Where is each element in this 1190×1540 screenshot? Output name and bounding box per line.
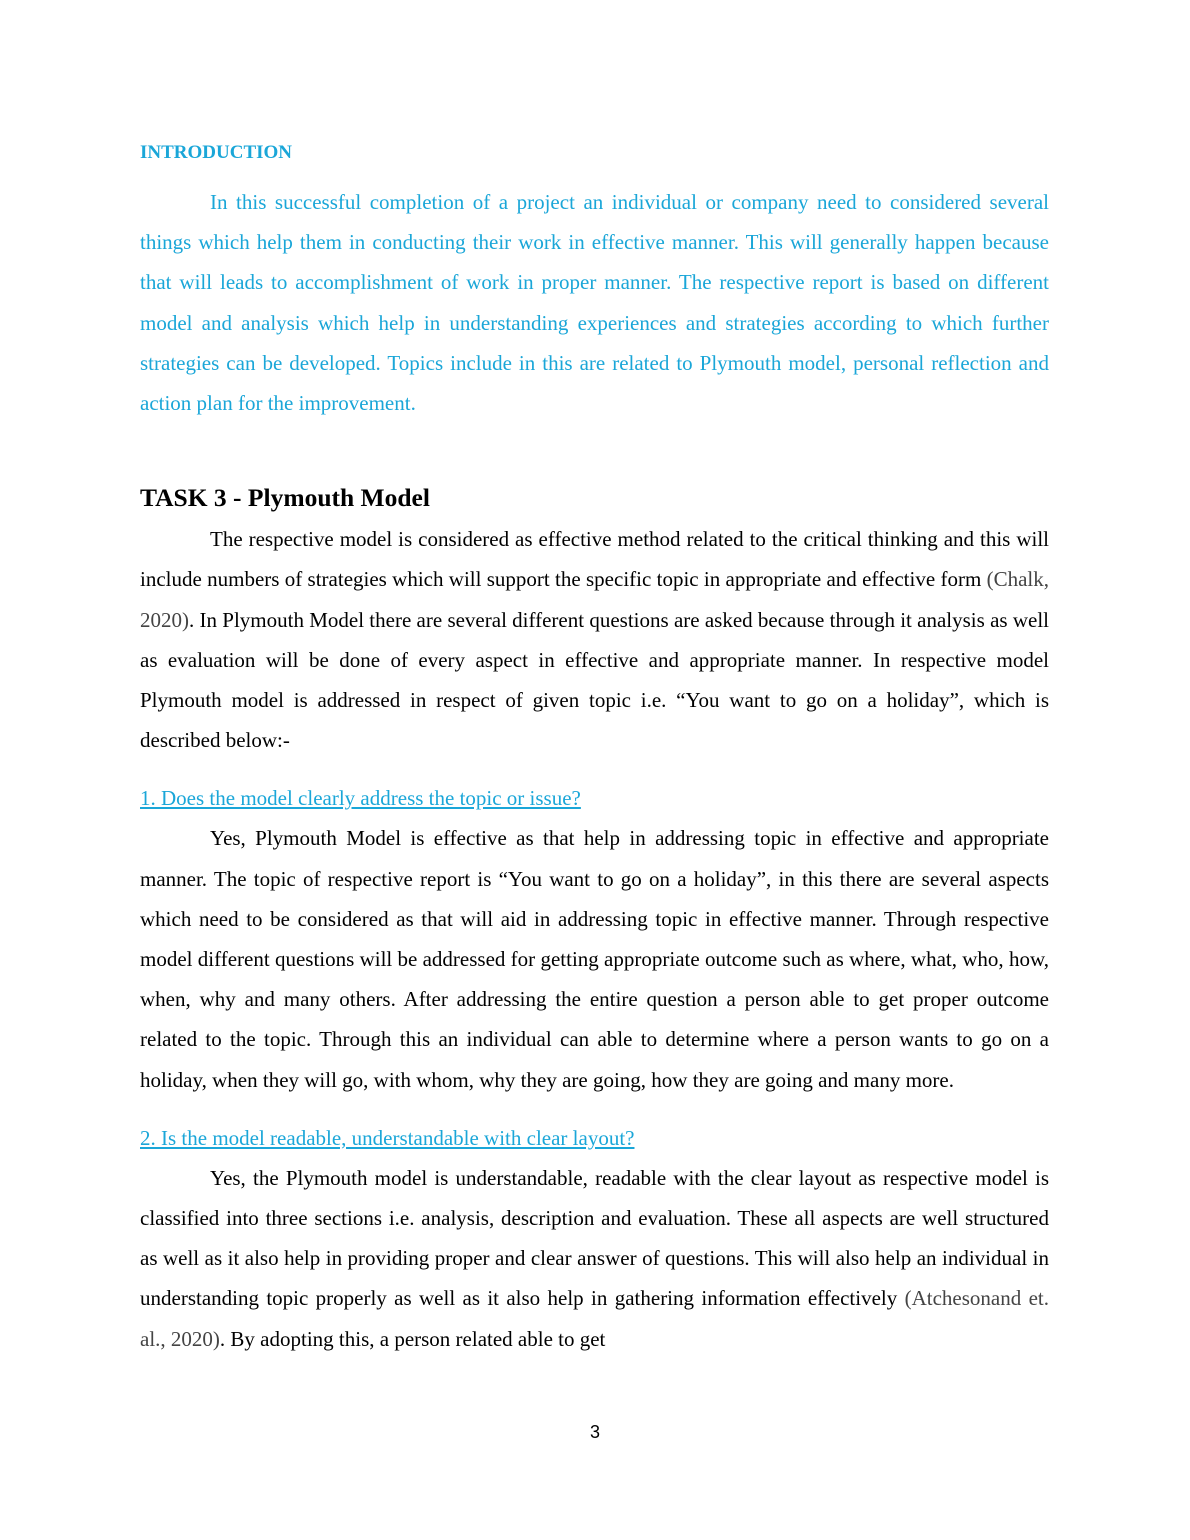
citation-atchesonand: (Atchesonand et. al., 2020) bbox=[140, 1286, 1049, 1351]
introduction-heading: INTRODUCTION bbox=[140, 142, 293, 163]
task3-text-part1: The respective model is considered as effective method related to the critical thinking and this will include numbers of strategies which will support the specific topic in appropriate and effective form bbox=[140, 527, 1049, 592]
page-number: 3 bbox=[589, 1422, 600, 1442]
introduction-paragraph: In this successful completion of a project an individual or company need to considered several things which help them in conducting their work in effective manner. This will generally happen because that will leads to accomplishment of work in proper manner. The respective report is based on different model and analysis which help in understanding experiences and strategies according to which further strategies can be developed. Topics include in this are related to Plymouth model, personal reflection and action plan for the improvement. bbox=[140, 190, 1049, 416]
citation-chalk: (Chalk, 2020) bbox=[140, 567, 1049, 632]
document-page bbox=[140, 138, 1049, 1359]
question2-text-part1: Yes, the Plymouth model is understandable, readable with the clear layout as respective model is classified into three sections i.e. analysis, description and evaluation. These all aspects are well structured as well as it also help in providing proper and clear answer of questions. This will also help an individual in understanding topic properly as well as it also help in gathering information effectively bbox=[140, 1165, 1049, 1311]
task3-text-part2: . In Plymouth Model there are several different questions are asked because through it analysis as well as evaluation will be done of every aspect in effective and appropriate manner. In respective model Plymouth model is addressed in respect of given topic i.e. “You want to go on a holiday”, which is described below:- bbox=[140, 607, 1049, 753]
task3-paragraph bbox=[140, 519, 1049, 760]
question2-heading: 2. Is the model readable, understandable with clear layout? bbox=[140, 1125, 635, 1150]
question1-heading: 1. Does the model clearly address the topic or issue? bbox=[140, 786, 581, 811]
question2-text-part2: . By adopting this, a person related able to get bbox=[219, 1326, 606, 1351]
question2-paragraph bbox=[140, 1158, 1049, 1359]
question1-paragraph: Yes, Plymouth Model is effective as that help in addressing topic in effective and appropriate manner. The topic of respective report is “You want to go on a holiday”, in this there are several aspects which need to be considered as that will aid in addressing topic in effective manner. Through respective model different questions will be addressed for getting appropriate outcome such as where, what, who, how, when, why and many others. After addressing the entire question a person able to get proper outcome related to the topic. Through this an individual can able to determine where a person wants to go on a holiday, when they will go, with whom, why they are going, how they are going and many more. bbox=[140, 826, 1049, 1092]
task3-heading: TASK 3 - Plymouth Model bbox=[140, 483, 430, 513]
